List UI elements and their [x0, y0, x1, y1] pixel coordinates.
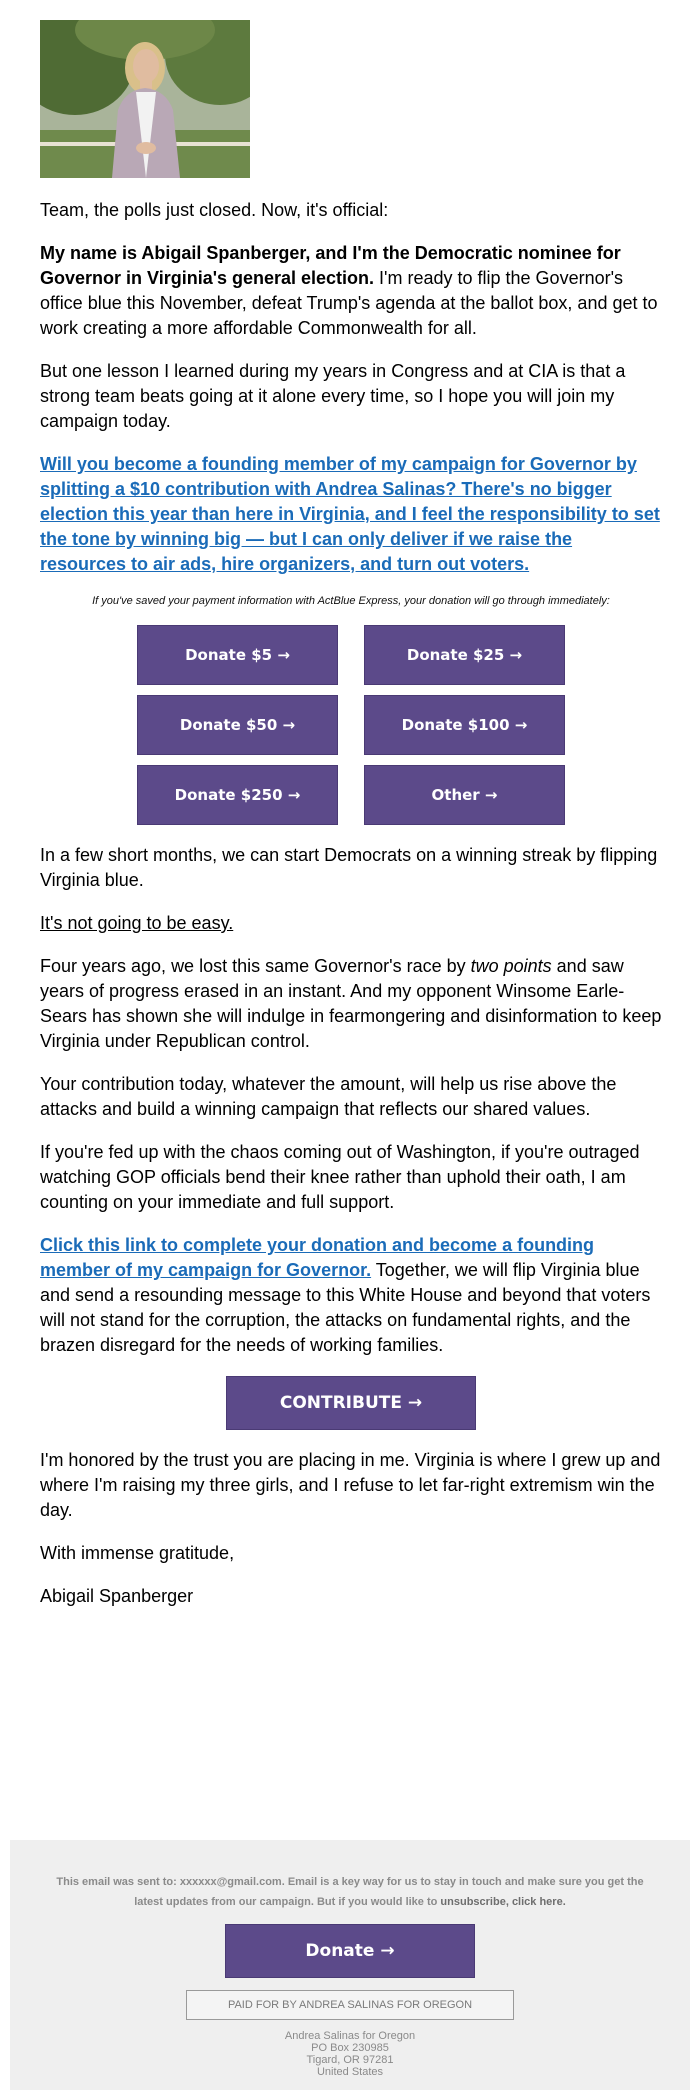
- address-line: United States: [316, 2066, 384, 2078]
- address-line: Tigard, OR 97281: [306, 2054, 394, 2066]
- contribution-paragraph: Your contribution today, whatever the amount, will help us rise above the attacks and build a winning campaign that reflects our shared values.: [40, 1074, 617, 1119]
- intro-text: Team, the polls just closed. Now, it's official:: [40, 200, 389, 220]
- actblue-note: If you've saved your payment information with ActBlue Express, your donation will go through immediately:: [92, 595, 610, 607]
- honored-paragraph: I'm honored by the trust you are placing in me. Virginia is where I grew up and where I'm raising my three girls, and I refuse to let far-right extremism win the day.: [40, 1450, 661, 1520]
- donate-button-grid: [137, 625, 565, 825]
- four-years-after: and saw years of progress erased in an instant. And my opponent Winsome Earle-Sears has shown she will indulge in fearmongering and disinformation to keep Virginia under Republican control.: [40, 956, 662, 1051]
- click-paragraph: [40, 1233, 662, 1358]
- four-years-before: Four years ago, we lost this same Governor's race by: [40, 956, 471, 976]
- donate-25-button[interactable]: Donate $25 →: [364, 625, 565, 685]
- donate-100-button[interactable]: Donate $100 →: [364, 695, 565, 755]
- four-years-paragraph: [40, 954, 662, 1054]
- nominee-rest-text: I'm ready to flip the Governor's office blue this November, defeat Trump's agenda at the ballot box, and get to work creating a more affordable Commonwealth for all.: [40, 268, 658, 338]
- donate-5-button[interactable]: Donate $5 →: [137, 625, 338, 685]
- contribute-button[interactable]: CONTRIBUTE →: [226, 1376, 476, 1430]
- not-easy-paragraph: [40, 911, 662, 936]
- email-footer: [10, 1840, 690, 2090]
- signature-text: Abigail Spanberger: [40, 1586, 194, 1606]
- address-line: PO Box 230985: [311, 2042, 389, 2054]
- ask-paragraph: [40, 452, 662, 577]
- two-points-text: two points: [470, 956, 552, 976]
- email-body: [40, 20, 662, 1627]
- footer-legal-text: [50, 1872, 650, 1912]
- address-line: Andrea Salinas for Oregon: [284, 2030, 416, 2042]
- unsubscribe-link[interactable]: unsubscribe, click here.: [440, 1896, 566, 1908]
- click-paragraph-rest: Together, we will flip Virginia blue and send a resounding message to this White House and beyond that voters will not stand for the corruption, the attacks on fundamental rights, and the brazen disregard for the needs of working families.: [40, 1260, 651, 1355]
- fed-up-paragraph: If you're fed up with the chaos coming out of Washington, if you're outraged watching GOP officials bend their knee rather than uphold their oath, I am counting on your immediate and full support.: [40, 1142, 640, 1212]
- nominee-paragraph: [40, 241, 662, 341]
- legal-text: This email was sent to: xxxxxx@gmail.com. Email is a key way for us to stay in touch and make sure you get the latest updates from our campaign. But if you would like to: [56, 1876, 644, 1908]
- complete-donation-link[interactable]: Click this link to complete your donation and become a founding member of my campaign for Governor.: [40, 1235, 595, 1280]
- donate-other-button[interactable]: Other →: [364, 765, 565, 825]
- donate-50-button[interactable]: Donate $50 →: [137, 695, 338, 755]
- lesson-paragraph: But one lesson I learned during my years in Congress and at CIA is that a strong team beats going at it alone every time, so I hope you will join my campaign today.: [40, 361, 626, 431]
- donate-250-button[interactable]: Donate $250 →: [137, 765, 338, 825]
- footer-donate-button[interactable]: Donate →: [225, 1924, 475, 1978]
- candidate-photo: [40, 20, 250, 178]
- streak-paragraph: In a few short months, we can start Democrats on a winning streak by flipping Virginia blue.: [40, 845, 658, 890]
- not-easy-text: It's not going to be easy.: [40, 913, 234, 933]
- mailing-address: [10, 2030, 690, 2078]
- closing-text: With immense gratitude,: [40, 1543, 235, 1563]
- founding-member-link[interactable]: Will you become a founding member of my campaign for Governor by splitting a $10 contribution with Andrea Salinas? There's no bigger election this year than here in Virginia, and I feel the responsibility to set the tone by winning big — but I can only deliver if we raise the resources to air ads, hire organizers, and turn out voters.: [40, 454, 660, 574]
- nominee-bold-text: My name is Abigail Spanberger, and I'm the Democratic nominee for Governor in Virginia's general election.: [40, 243, 621, 288]
- paid-for-box: PAID FOR BY ANDREA SALINAS FOR OREGON: [186, 1990, 514, 2020]
